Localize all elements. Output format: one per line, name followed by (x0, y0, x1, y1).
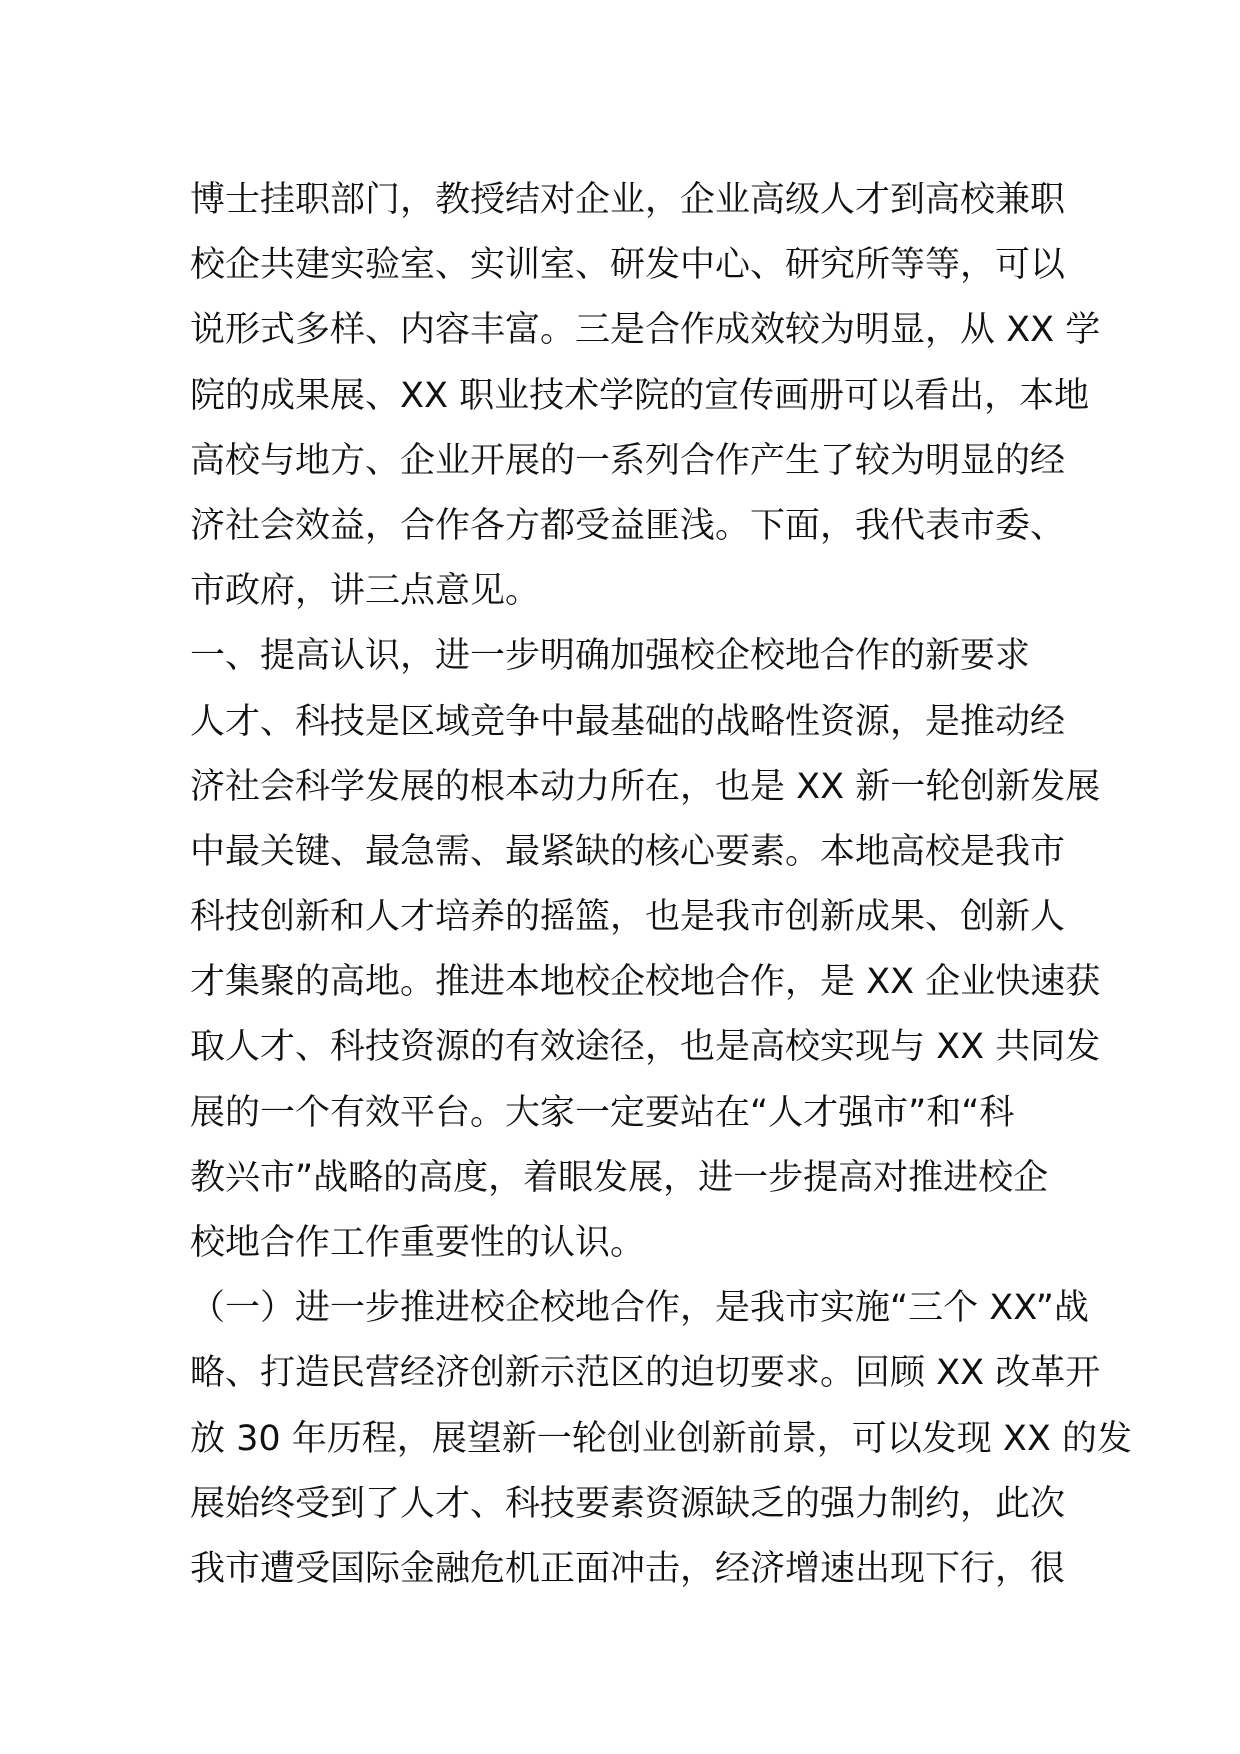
text-line: 人才、科技是区域竞争中最基础的战略性资源，是推动经 (190, 701, 1066, 742)
text-line: 济社会效益，合作各方都受益匪浅。下面，我代表市委、 (190, 505, 1066, 546)
text-line: 教兴市”战略的高度，着眼发展，进一步提高对推进校企 (190, 1157, 1049, 1198)
text-line: 院的成果展、XX 职业技术学院的宣传画册可以看出，本地 (190, 375, 1090, 416)
text-line: 展的一个有效平台。大家一定要站在“人才强市”和“科 (190, 1092, 1015, 1133)
text-line: 博士挂职部门，教授结对企业，企业高级人才到高校兼职 (190, 180, 1066, 220)
text-line: 展始终受到了人才、科技要素资源缺乏的强力制约，此次 (190, 1483, 1066, 1524)
text-line: 校企共建实验室、实训室、研发中心、研究所等等，可以 (190, 245, 1066, 286)
text-line: 我市遭受国际金融危机正面冲击，经济增速出现下行，很 (190, 1548, 1066, 1589)
text-line: 科技创新和人才培养的摇篮，也是我市创新成果、创新人 (190, 897, 1066, 938)
text-line: 取人才、科技资源的有效途径，也是高校实现与 XX 共同发 (190, 1027, 1101, 1068)
text-line: 高校与地方、企业开展的一系列合作产生了较为明显的经 (190, 440, 1066, 481)
body-text (190, 168, 1132, 1602)
subsection-heading: （一）进一步推进校企校地合作，是我市实施“三个 XX”战 (190, 1288, 1089, 1329)
text-line: 才集聚的高地。推进本地校企校地合作，是 XX 企业快速获 (190, 962, 1101, 1003)
text-line: 济社会科学发展的根本动力所在，也是 XX 新一轮创新发展 (190, 766, 1101, 807)
text-line: 市政府，讲三点意见。 (190, 571, 541, 612)
text-line: 说形式多样、内容丰富。三是合作成效较为明显，从 XX 学 (190, 310, 1101, 351)
text-line: 校地合作工作重要性的认识。 (190, 1223, 646, 1263)
text-line: 放 30 年历程，展望新一轮创业创新前景，可以发现 XX 的发 (190, 1418, 1132, 1459)
text-line: 略、打造民营经济创新示范区的迫切要求。回顾 XX 改革开 (190, 1353, 1101, 1394)
section-heading: 一、提高认识，进一步明确加强校企校地合作的新要求 (190, 636, 1031, 677)
text-line: 中最关键、最急需、最紧缺的核心要素。本地高校是我市 (190, 831, 1066, 872)
